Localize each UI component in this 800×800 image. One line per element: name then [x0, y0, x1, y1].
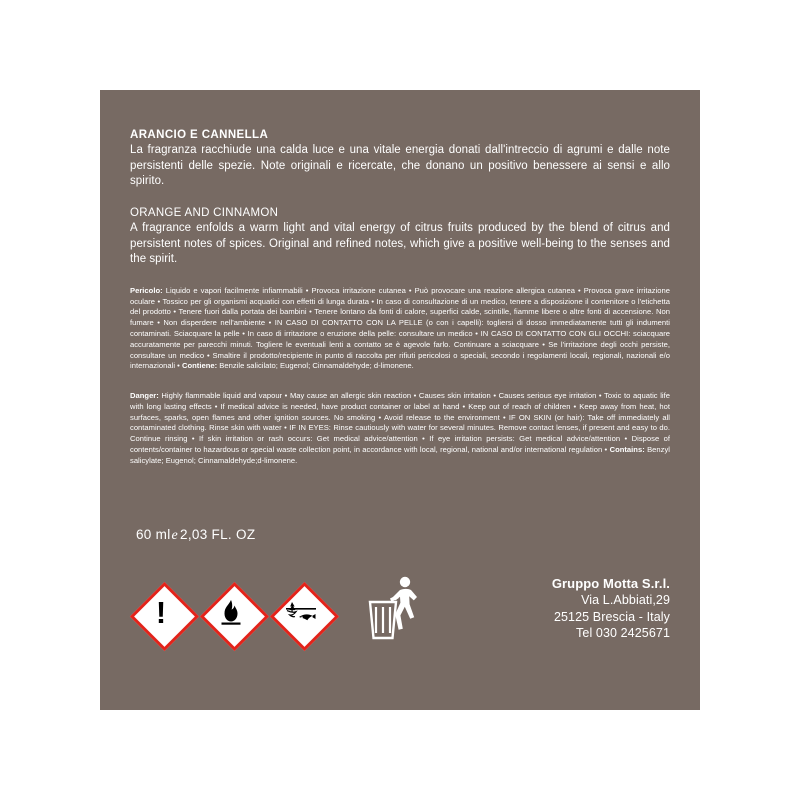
english-contains-text: Benzyl salicylate; Eugenol; Cinnamaldehyde;d-limonene.	[130, 445, 670, 465]
manufacturer-address	[552, 575, 670, 642]
ghs07-exclamation-mark-icon: !	[130, 582, 192, 644]
italian-text-block	[130, 128, 670, 190]
waste-bin-man-icon	[356, 568, 428, 644]
company-phone: Tel 030 2425671	[576, 626, 670, 641]
volume-metric: 60 ml	[136, 527, 171, 542]
english-signal-word: Danger:	[130, 391, 159, 401]
pictogram-row	[130, 556, 670, 644]
net-volume	[136, 527, 670, 544]
product-label	[100, 90, 700, 710]
english-text-block	[130, 206, 670, 268]
italian-description: La fragranza racchiude una calda luce e una vitale energia donati dall'intreccio di agrumi e dalle note persistenti delle spezie. Note originali e ricercate, che donano un positivo benessere ai sensi e allo spirito.	[130, 144, 670, 188]
italian-contains-label: Contiene:	[181, 361, 218, 371]
italian-title: ARANCIO E CANNELLA	[130, 129, 269, 141]
english-description: A fragrance enfolds a warm light and vital energy of citrus fruits produced by the blend of citrus and persistent notes of spices. Original and refined notes, which give a positive well-being to the senses and the spirit.	[130, 222, 670, 266]
italian-hazard-statement	[130, 286, 670, 372]
company-name: Gruppo Motta S.r.l.	[551, 575, 670, 591]
italian-contains-text: Benzile salicilato; Eugenol; Cinnamaldehyde; d-limonene.	[217, 361, 414, 371]
italian-hazard-text: Liquido e vapori facilmente infiammabili • Provoca irritazione cutanea • Può provocare una reazione allergica cutanea • Provoca grave irritazione oculare • Tossico per gli organismi acquatici con effetti di lunga durata • In caso di consultazione di un medico, tenere a disposizione il contenitore o l'etichetta del prodotto • Tenere fuori dalla portata dei bambini • Tenere lontano da fonti di calore, superfici calde, scintille, fiamme libere o altre fonti di accensione. Non fumare • Non disperdere nell'ambiente • IN CASO DI CONTATTO CON LA PELLE (o con i capelli): togliersi di dosso immediatamente tutti gli indumenti contaminati. Sciacquare la pelle • In caso di irritazione o eruzione della pelle: consultare un medico • IN CASO DI CONTATTO CON GLI OCCHI: sciacquare accuratamente per parecchi minuti. Togliere le eventuali lenti a contatto se è agevole farlo. Continuare a sciacquare • Se l'irritazione degli occhi persiste, consultare un medico • Smaltire il prodotto/recipiente in punto di raccolta per rifiuti pericolosi o speciali, secondo i regolamenti locali, regionali, nazionali e/o internazionali •	[130, 285, 670, 371]
english-title: ORANGE AND CINNAMON	[130, 206, 279, 219]
english-hazard-statement	[130, 391, 670, 466]
ghs02-flame-icon	[200, 582, 262, 644]
ghs09-environment-icon	[270, 582, 332, 644]
company-street: Via L.Abbiati,29	[581, 593, 670, 608]
english-hazard-text: Highly flammable liquid and vapour • May cause an allergic skin reaction • Causes skin irritation • Causes serious eye irritation • Toxic to aquatic life with long lasting effects • If medical advice is needed, have product container or label at hand • Keep out of reach of children • Keep away from heat, hot surfaces, sparks, open flames and other ignition sources. No smoking • Avoid release to the environment • IF ON SKIN (or hair): Take off immediately all contaminated clothing. Rinse skin with water • IF IN EYES: Rinse cautiously with water for several minutes. Remove contact lenses, if present and easy to do. Continue rinsing • If skin irritation or rash occurs: Get medical advice/attention • If eye irritation persists: Get medical advice/attention • Dispose of contents/container to hazardous or special waste collection point, in accordance with local, regional, national and/or international regulation •	[130, 391, 670, 454]
italian-signal-word: Pericolo:	[130, 285, 163, 295]
label-footer	[130, 527, 670, 644]
company-city: 25125 Brescia - Italy	[553, 609, 670, 624]
estimated-sign-icon: e	[171, 528, 179, 543]
english-contains-label: Contains:	[609, 445, 645, 454]
volume-imperial: 2,03 FL. OZ	[180, 527, 256, 542]
